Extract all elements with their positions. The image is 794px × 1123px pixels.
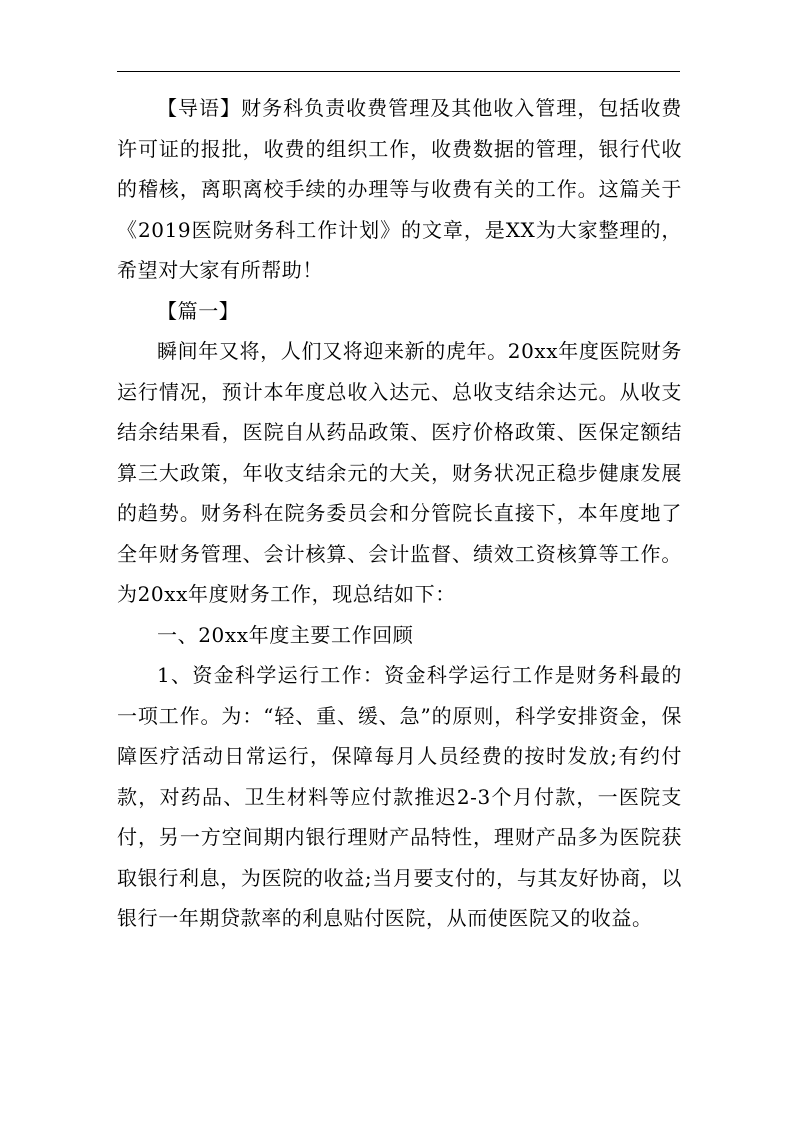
body-paragraph: 1、资金科学运行工作：资金科学运行工作是财务科最的一项工作。为：“轻、重、缓、急”的原则，科学安排资金，保障医疗活动日常运行，保障每月人员经费的按时发放;有约付款，对药品、卫生材料等应付款推迟2-3个月付款，一医院支付，另一方空间期内银行理财产品特性，理财产品多为医院获取银行利息，为医院的收益;当月要支付的，与其友好协商，以银行一年期贷款率的利息贴付医院，从而使医院又的收益。 [117, 663, 682, 930]
section-heading: 【篇一】 [157, 298, 240, 323]
document-body [117, 88, 682, 939]
subsection-heading: 一、20xx年度主要工作回顾 [157, 622, 414, 647]
body-paragraph: 瞬间年又将，人们又将迎来新的虎年。20xx年度医院财务运行情况，预计本年度总收入达元、总收支结余达元。从收支结余结果看，医院自从药品政策、医疗价格政策、医保定额结算三大政策，年收支结余元的大关，财务状况正稳步健康发展的趋势。财务科在院务委员会和分管院长直接下，本年度地了全年财务管理、会计核算、会计监督、绩效工资核算等工作。为20xx年度财务工作，现总结如下： [117, 339, 682, 606]
intro-paragraph: 【导语】财务科负责收费管理及其他收入管理，包括收费许可证的报批，收费的组织工作，收费数据的管理，银行代收的稽核，离职离校手续的办理等与收费有关的工作。这篇关于《2019医院财务科工作计划》的文章，是XX为大家整理的，希望对大家有所帮助！ [117, 96, 682, 282]
header-rule [117, 71, 680, 72]
